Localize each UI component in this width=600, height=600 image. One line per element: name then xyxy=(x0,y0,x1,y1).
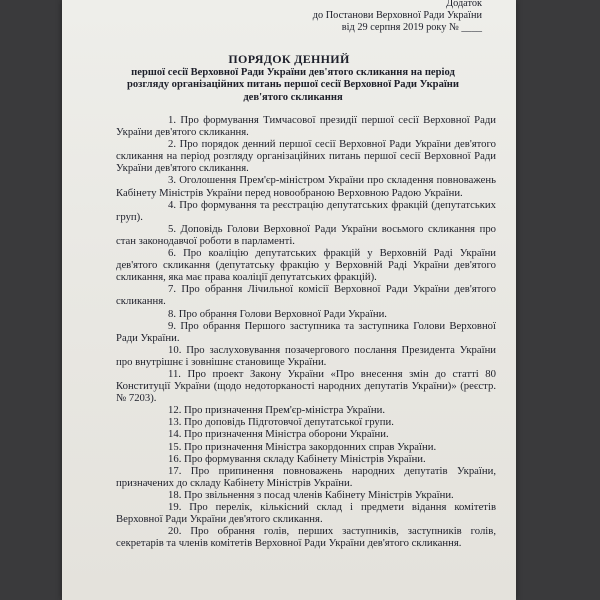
agenda-item-number: 7. xyxy=(168,283,177,296)
document-subtitle: першої сесії Верховної Ради України дев'ятого скликання на період розгляду організаційних питань першої сесії Верховної Ради України дев'ятого скликання xyxy=(126,67,460,103)
agenda-item xyxy=(116,114,496,138)
document-title: ПОРЯДОК ДЕННИЙ xyxy=(228,52,350,66)
agenda-item-text: Про звільнення з посад членів Кабінету Міністрів України. xyxy=(184,488,454,501)
agenda-item xyxy=(116,453,496,465)
agenda-item-number: 16. xyxy=(168,452,182,465)
agenda-item xyxy=(116,465,496,489)
agenda-item-number: 17. xyxy=(168,464,182,477)
agenda-item xyxy=(116,428,496,440)
agenda-item xyxy=(116,283,496,307)
agenda-item-text: Про призначення Міністра закордонних справ України. xyxy=(184,440,437,453)
annex-line-3: від 29 серпня 2019 року № ____ xyxy=(341,22,482,34)
annex-line-2: до Постанови Верховної Ради України xyxy=(312,10,482,22)
document-page xyxy=(62,0,516,600)
agenda-item xyxy=(116,320,496,344)
agenda-item-text: Про обрання Першого заступника та заступника Голови Верховної Ради України. xyxy=(116,319,496,344)
agenda-item xyxy=(116,247,496,283)
agenda-item-number: 8. xyxy=(168,307,177,320)
agenda-item-text: Оголошення Прем'єр-міністром України про складення повноважень Кабінету Міністрів України перед новообраною Верховною Радою України. xyxy=(116,174,497,199)
agenda-item xyxy=(116,441,496,453)
agenda-item-number: 3. xyxy=(168,174,177,187)
agenda-item xyxy=(116,501,496,525)
agenda-item-number: 15. xyxy=(168,440,182,453)
annex-note xyxy=(313,0,482,35)
agenda-item-text: Про перелік, кількісний склад і предмети відання комітетів Верховної Ради України дев'ятого скликання. xyxy=(116,501,496,526)
annex-line-1: Додаток xyxy=(446,0,482,9)
agenda-item-text: Про обрання Лічильної комісії Верховної Ради України дев'ятого скликання. xyxy=(116,283,496,308)
agenda-item-text: Про проект Закону України «Про внесення змін до статті 80 Конституції України (щодо недоторканості народних депутатів України)» (реєстр. № 7203). xyxy=(116,367,496,405)
agenda-item-number: 6. xyxy=(168,247,177,260)
agenda-item xyxy=(116,138,496,174)
agenda-item-number: 9. xyxy=(168,319,177,332)
agenda-item-number: 5. xyxy=(168,222,177,235)
agenda-item-number: 2. xyxy=(168,138,177,151)
agenda-item-number: 18. xyxy=(168,488,182,501)
agenda-item xyxy=(116,308,496,320)
agenda-item-text: Про призначення Прем'єр-міністра України. xyxy=(184,404,385,417)
agenda-item-number: 4. xyxy=(168,198,177,211)
agenda-item xyxy=(116,404,496,416)
agenda-item-text: Про заслуховування позачергового послання Президента України про внутрішнє і зовнішнє становище України. xyxy=(116,343,497,368)
agenda-item xyxy=(116,344,496,368)
agenda-item-number: 14. xyxy=(168,428,182,441)
agenda-item-text: Про формування складу Кабінету Міністрів України. xyxy=(184,452,426,465)
agenda-item-text: Про порядок денний першої сесії Верховної Ради України дев'ятого скликання на період розгляду організаційних питань першої сесії Верховної Ради України дев'ятого скликання. xyxy=(116,138,496,175)
agenda-item-number: 1. xyxy=(168,114,177,126)
agenda-item-text: Про доповідь Підготовчої депутатської групи. xyxy=(184,416,394,429)
agenda-item-text: Про припинення повноважень народних депутатів України, призначених до складу Кабінету Міністрів України. xyxy=(116,464,496,489)
agenda-item xyxy=(116,368,496,404)
agenda-item-number: 12. xyxy=(168,404,182,417)
agenda-item xyxy=(116,199,496,223)
agenda-item-number: 20. xyxy=(168,525,182,538)
agenda-item xyxy=(116,223,496,247)
agenda-item-text: Про обрання Голови Верховної Ради України. xyxy=(178,307,387,320)
agenda-item-number: 13. xyxy=(168,416,182,429)
agenda-item xyxy=(116,416,496,428)
agenda-item xyxy=(116,174,496,198)
agenda-item-text: Про призначення Міністра оборони України. xyxy=(184,428,389,441)
agenda-item-number: 19. xyxy=(168,501,182,513)
agenda-item xyxy=(116,489,496,501)
agenda-item xyxy=(116,525,496,549)
agenda-item-text: Про обрання голів, перших заступників, заступників голів, секретарів та членів комітетів Верховної Ради України дев'ятого скликання. xyxy=(116,525,496,550)
agenda-item-text: Доповідь Голови Верховної Ради України восьмого скликання про стан законодавчої роботи в парламенті. xyxy=(116,222,497,247)
agenda-item-text: Про формування та реєстрацію депутатських фракцій (депутатських груп). xyxy=(116,198,496,223)
agenda-item-number: 10. xyxy=(168,343,182,356)
agenda-item-text: Про коаліцію депутатських фракцій у Верховній Раді України дев'ятого скликання (депутатську фракцію у Верховній Раді України дев'ятого скликання, яка має права коаліції депутатських фракцій). xyxy=(116,247,497,284)
agenda-item-number: 11. xyxy=(168,367,181,380)
agenda-item-text: Про формування Тимчасової президії першої сесії Верховної Ради України дев'ятого скликання. xyxy=(116,114,497,139)
agenda-list xyxy=(116,114,496,549)
